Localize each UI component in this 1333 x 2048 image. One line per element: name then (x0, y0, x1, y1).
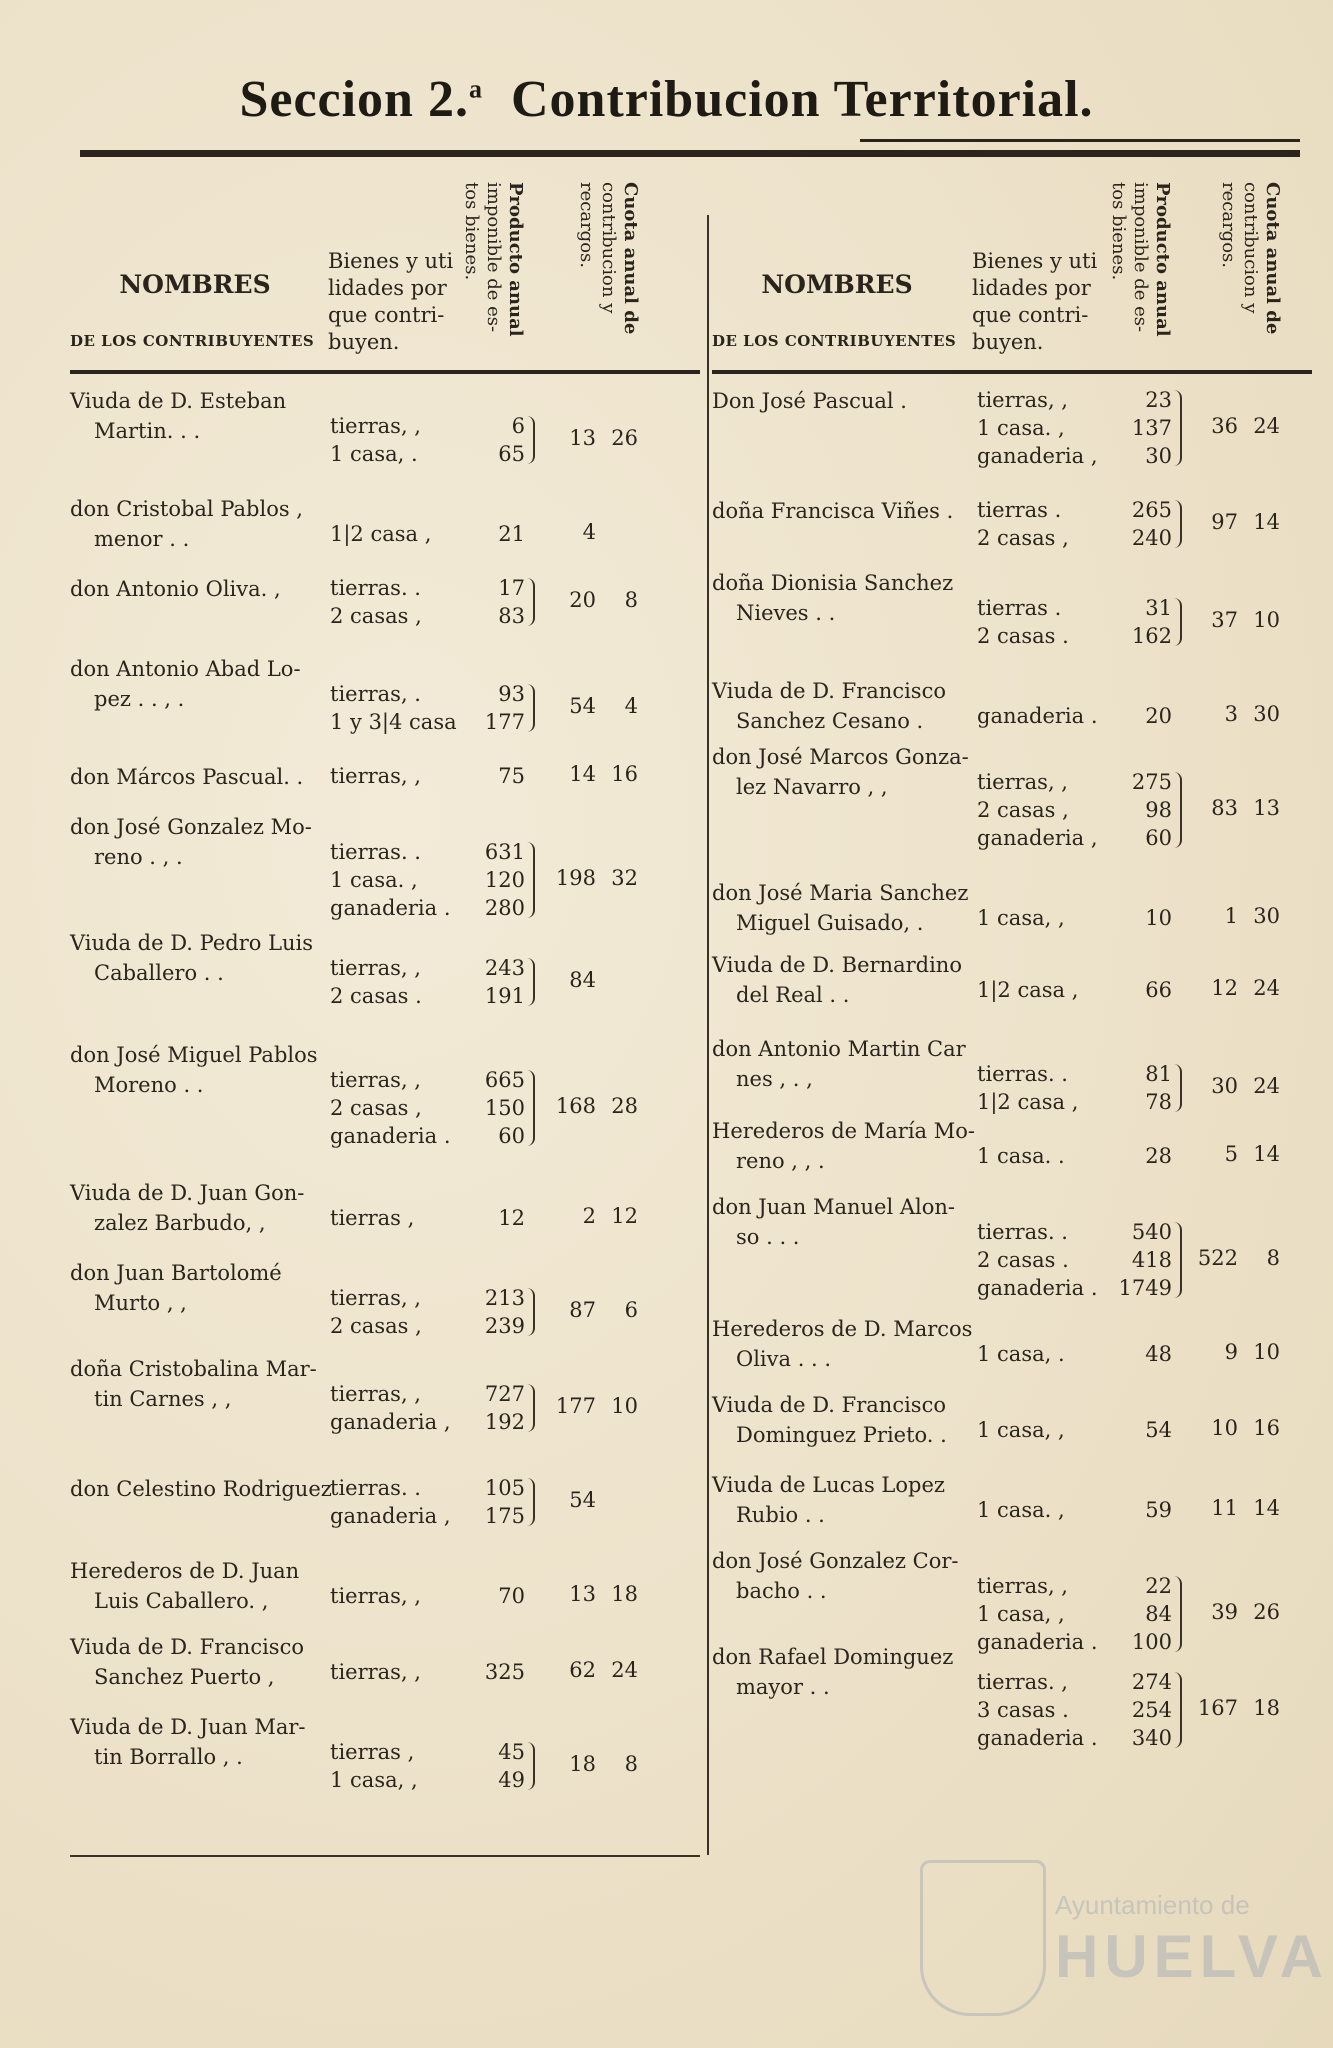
table-row (70, 750, 700, 800)
cuota-value: 84 (569, 968, 596, 992)
table-row (712, 730, 1312, 866)
table-row (712, 1302, 1312, 1378)
header-bienes: Bienes y uti lidades por que contri- buyen. (328, 249, 454, 354)
brace (527, 416, 535, 464)
title-rule-thin (860, 139, 1300, 142)
header-de-los-contribuyentes: DE LOS CONTRIBUYENTES (712, 332, 957, 350)
table-row (712, 1022, 1312, 1114)
cuota-value: 12 24 (1211, 976, 1280, 1000)
brace (527, 1478, 535, 1526)
cuota-value: 36 24 (1211, 414, 1280, 438)
producto-values: 325 (484, 1660, 525, 1684)
cuota-value: 522 8 (1197, 1246, 1280, 1270)
cuota-value: 1 30 (1224, 904, 1280, 928)
table-row (712, 1630, 1312, 1750)
brace (527, 1070, 535, 1146)
cuota-value: 39 26 (1211, 1600, 1280, 1624)
cuota-value: 87 6 (569, 1298, 638, 1322)
producto-values: 105 175 (484, 1476, 525, 1528)
producto-values: 10 (1145, 906, 1172, 930)
bienes-list: tierras, , (330, 1584, 421, 1608)
brace (1174, 598, 1182, 646)
contributor-name: Viuda de D. Bernardino del Real . . (712, 953, 962, 1007)
bienes-list: tierras. . 2 casas , (330, 576, 422, 628)
contributor-name: Viuda de Lucas Lopez Rubio . . (712, 1473, 945, 1527)
bienes-list: 1|2 casa , (330, 522, 432, 546)
producto-values: 75 (498, 764, 525, 788)
producto-values: 22 84 100 (1131, 1574, 1172, 1654)
bienes-list: tierras. . 1 casa. , ganaderia . (330, 840, 451, 920)
bienes-list: tierras, , 2 casas , ganaderia . (330, 1068, 451, 1148)
header-nombres: NOMBRES (761, 270, 913, 299)
cuota-value: 13 26 (569, 426, 638, 450)
table-row (70, 800, 700, 920)
table-row (712, 938, 1312, 1022)
bienes-list: 1 casa. . (977, 1144, 1065, 1168)
cuota-value: 10 16 (1211, 1416, 1280, 1440)
bienes-list: tierras. . 2 casas . ganaderia . (977, 1220, 1098, 1300)
cuota-value: 167 18 (1197, 1696, 1280, 1720)
table-row (70, 1166, 700, 1246)
contributor-name: doña Francisca Viñes . (712, 499, 954, 523)
bienes-list: tierras, , ganaderia , (330, 1382, 451, 1434)
page-title: Seccion 2.$^a$ Contribucion Territorial. (239, 71, 1094, 128)
bienes-list: ganaderia . (977, 704, 1098, 728)
table-row (712, 1458, 1312, 1534)
contributor-name: doña Dionisia Sanchez Nieves . . (712, 571, 954, 625)
producto-values: 540 418 1749 (1118, 1220, 1172, 1300)
brace (527, 578, 535, 626)
left-table-header (70, 170, 700, 374)
table-row (70, 374, 700, 482)
contributor-name: don José Marcos Gonza- lez Navarro , , (712, 745, 969, 799)
producto-values: 93 177 (484, 682, 525, 734)
bienes-list: tierras . 2 casas , (977, 498, 1069, 550)
producto-values: 631 120 280 (484, 840, 525, 920)
brace (527, 1384, 535, 1432)
contributor-name: don José Maria Sanchez Miguel Guisado, . (712, 881, 969, 935)
table-row (712, 1378, 1312, 1458)
cuota-value: 83 13 (1211, 796, 1280, 820)
contributor-name: Herederos de D. Marcos Oliva . . . (712, 1317, 973, 1371)
right-table-header (712, 170, 1312, 374)
contributor-name: Viuda de D. Juan Gon- zalez Barbudo, , (70, 1181, 305, 1235)
producto-values: 274 254 340 (1131, 1670, 1172, 1750)
bienes-list: tierras, , 2 casas . (330, 956, 422, 1008)
bienes-list: 1 casa, , (977, 906, 1065, 930)
table-row (70, 1700, 700, 1800)
contributor-name: don Cristobal Pablos , menor . . (70, 497, 303, 551)
producto-values: 665 150 60 (484, 1068, 525, 1148)
bienes-list: tierras , 1 casa, , (330, 1740, 418, 1792)
table-row (70, 1028, 700, 1166)
bienes-list: tierras, . 1 y 3|4 casa (330, 682, 457, 734)
bienes-list: tierras, , 2 casas , ganaderia , (977, 770, 1098, 850)
producto-values: 6 65 (498, 414, 525, 466)
table-row (70, 482, 700, 562)
producto-values: 48 (1145, 1342, 1172, 1366)
producto-values: 81 78 (1145, 1062, 1172, 1114)
producto-values: 23 137 30 (1131, 388, 1172, 468)
header-bienes: Bienes y uti lidades por que contri- buyen. (972, 249, 1098, 354)
contributor-name: don Celestino Rodriguez (70, 1477, 332, 1501)
brace (527, 1288, 535, 1336)
table-row (70, 1620, 700, 1700)
bienes-list: tierras, , 1 casa, . (330, 414, 421, 466)
contributor-name: don Antonio Abad Lo- pez . . , . (70, 657, 301, 711)
left-column (70, 170, 700, 1800)
right-column (712, 170, 1312, 1750)
producto-values: 28 (1145, 1144, 1172, 1168)
contributor-name: Viuda de D. Francisco Dominguez Prieto. . (712, 1393, 947, 1447)
producto-values: 31 162 (1131, 596, 1172, 648)
table-row (712, 484, 1312, 556)
producto-values: 59 (1145, 1498, 1172, 1522)
cuota-value: 20 8 (569, 588, 638, 612)
cuota-value: 37 10 (1211, 608, 1280, 632)
bienes-list: 1 casa, . (977, 1342, 1065, 1366)
cuota-value: 3 30 (1224, 702, 1280, 726)
contributor-name: don Antonio Oliva. , (70, 577, 281, 601)
cuota-value: 4 (582, 520, 596, 544)
producto-values: 17 83 (498, 576, 525, 628)
contributor-name: doña Cristobalina Mar- tin Carnes , , (70, 1357, 317, 1411)
title-rule (80, 150, 1300, 157)
bienes-list: tierras. . 1|2 casa , (977, 1062, 1079, 1114)
bienes-list: tierras, , (330, 764, 421, 788)
producto-values: 275 98 60 (1131, 770, 1172, 850)
table-row (712, 866, 1312, 938)
bienes-list: 1|2 casa , (977, 978, 1079, 1002)
contributor-name: Don José Pascual . (712, 389, 907, 413)
bienes-list: tierras, , (330, 1660, 421, 1684)
cuota-value: 168 28 (555, 1094, 638, 1118)
producto-values: 20 (1145, 704, 1172, 728)
table-row (712, 1534, 1312, 1654)
brace (527, 842, 535, 918)
bienes-list: 1 casa. , (977, 1498, 1065, 1522)
producto-values: 727 192 (484, 1382, 525, 1434)
cuota-value: 62 24 (569, 1658, 638, 1682)
table-row (70, 1246, 700, 1342)
bienes-list: tierras. . ganaderia , (330, 1476, 451, 1528)
brace (1174, 772, 1182, 848)
contributor-name: don José Miguel Pablos Moreno . . (70, 1043, 318, 1097)
bottom-rule (70, 1855, 700, 1857)
producto-values: 21 (498, 522, 525, 546)
table-row (712, 556, 1312, 664)
producto-values: 70 (498, 1584, 525, 1608)
brace (1174, 1672, 1182, 1748)
contributor-name: Herederos de María Mo- reno , , . (712, 1119, 975, 1173)
brace (1174, 500, 1182, 548)
bienes-list: tierras, , 1 casa. , ganaderia , (977, 388, 1098, 468)
contributor-name: Viuda de D. Francisco Sanchez Puerto , (70, 1635, 304, 1689)
producto-values: 54 (1145, 1418, 1172, 1442)
table-row (70, 1544, 700, 1620)
cuota-value: 54 4 (569, 694, 638, 718)
brace (527, 684, 535, 732)
bienes-list: tierras . 2 casas . (977, 596, 1069, 648)
table-row (70, 1342, 700, 1462)
cuota-value: 30 24 (1211, 1074, 1280, 1098)
huelva-watermark: Ayuntamiento de HUELVA (920, 1850, 1300, 2030)
bienes-list: tierras, , 2 casas , (330, 1286, 422, 1338)
table-row (712, 374, 1312, 484)
contributor-name: don Rafael Dominguez mayor . . (712, 1645, 954, 1699)
right-table-body (712, 374, 1312, 1750)
brace (527, 1742, 535, 1790)
producto-values: 45 49 (498, 1740, 525, 1792)
cuota-value: 5 14 (1224, 1142, 1280, 1166)
left-table-body (70, 374, 700, 1800)
header-producto: Producto anual imponible de es- tos bienes. (1108, 182, 1173, 337)
producto-values: 243 191 (484, 956, 525, 1008)
producto-values: 265 240 (1131, 498, 1172, 550)
cuota-value: 11 14 (1211, 1496, 1280, 1520)
brace (1174, 1222, 1182, 1298)
cuota-value: 13 18 (569, 1582, 638, 1606)
cuota-value: 2 12 (582, 1204, 638, 1228)
header-cuota: Cuota anual de contribucion y recargos. (1218, 182, 1283, 335)
producto-values: 12 (498, 1206, 525, 1230)
cuota-value: 9 10 (1224, 1340, 1280, 1364)
brace (527, 958, 535, 1006)
contributor-name: don Juan Manuel Alon- so . . . (712, 1195, 955, 1249)
cuota-value: 177 10 (555, 1394, 638, 1418)
table-row (712, 1104, 1312, 1180)
contributor-name: don Márcos Pascual. . (70, 765, 304, 789)
contributor-name: Viuda de D. Esteban Martin. . . (70, 389, 287, 443)
brace (1174, 390, 1182, 466)
header-nombres: NOMBRES (119, 270, 271, 299)
header-producto: Producto anual imponible de es- tos bienes. (461, 182, 526, 337)
bienes-list: 1 casa, , (977, 1418, 1065, 1442)
contributor-name: don Antonio Martin Car nes , . , (712, 1037, 966, 1091)
contributor-name: Herederos de D. Juan Luis Caballero. , (70, 1559, 300, 1613)
bienes-list: tierras. , 3 casas . ganaderia . (977, 1670, 1098, 1750)
cuota-value: 14 16 (569, 762, 638, 786)
producto-values: 66 (1145, 978, 1172, 1002)
header-cuota: Cuota anual de contribucion y recargos. (576, 182, 641, 335)
contributor-name: Viuda de D. Francisco Sanchez Cesano . (712, 679, 946, 733)
column-divider (707, 215, 709, 1855)
cuota-value: 54 (569, 1488, 596, 1512)
contributor-name: don Juan Bartolomé Murto , , (70, 1261, 282, 1315)
contributor-name: Viuda de D. Pedro Luis Caballero . . (70, 931, 314, 985)
table-row (712, 664, 1312, 733)
bienes-list: tierras , (330, 1206, 415, 1230)
table-row (70, 562, 700, 642)
cuota-value: 18 8 (569, 1752, 638, 1776)
producto-values: 213 239 (484, 1286, 525, 1338)
contributor-name: don José Gonzalez Cor- bacho . . (712, 1549, 959, 1603)
table-row (70, 1462, 700, 1544)
header-de-los-contribuyentes: DE LOS CONTRIBUYENTES (70, 332, 315, 350)
bienes-list: tierras, , 1 casa, , ganaderia . (977, 1574, 1098, 1654)
contributor-name: don José Gonzalez Mo- reno . , . (70, 815, 312, 869)
table-row (70, 916, 700, 1028)
cuota-value: 97 14 (1211, 510, 1280, 534)
table-row (712, 1180, 1312, 1302)
cuota-value: 198 32 (555, 866, 638, 890)
coat-of-arms-icon (920, 1860, 1046, 2016)
contributor-name: Viuda de D. Juan Mar- tin Borrallo , . (70, 1715, 306, 1769)
table-row (70, 642, 700, 750)
